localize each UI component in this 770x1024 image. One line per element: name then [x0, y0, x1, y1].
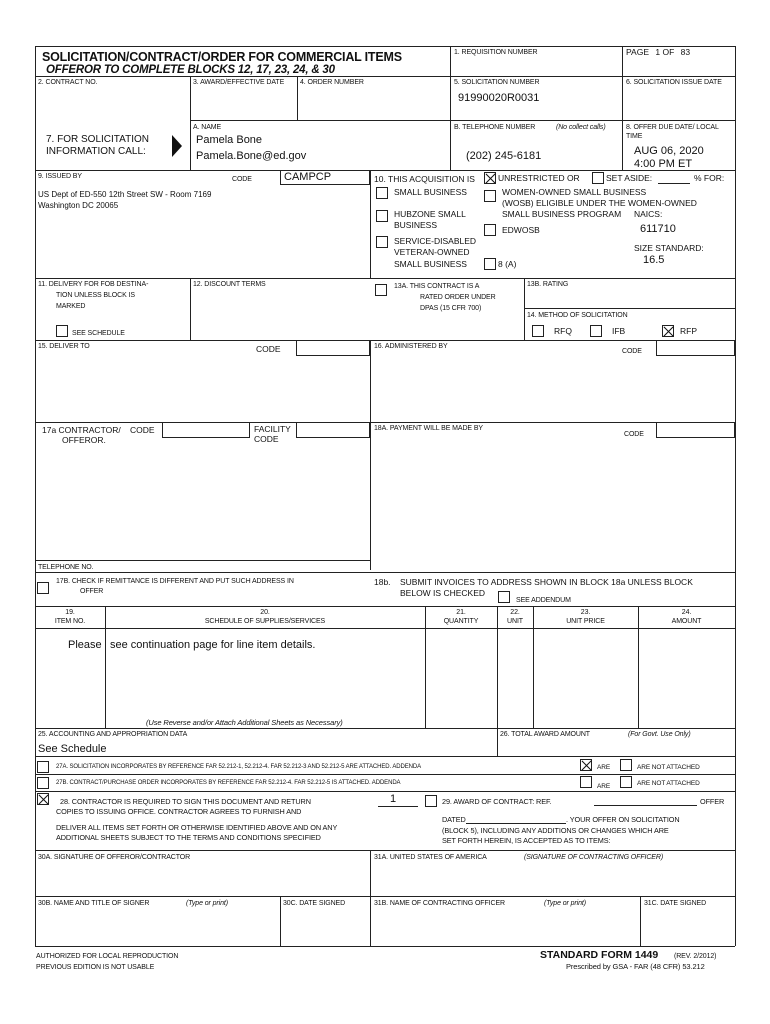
unrestricted-label: UNRESTRICTED OR: [498, 173, 580, 183]
rated-line3: DPAS (15 CFR 700): [420, 305, 482, 312]
pct-for-label: % FOR:: [694, 173, 725, 183]
acquisition-label: 10. THIS ACQUISITION IS: [374, 174, 475, 184]
requisition-label: 1. REQUISITION NUMBER: [454, 49, 538, 56]
eight-a-checkbox[interactable]: [484, 258, 496, 270]
rule: [35, 46, 36, 946]
delivery-line3: MARKED: [56, 303, 86, 310]
deliver-code-field[interactable]: [296, 340, 370, 356]
28-checkbox[interactable]: [37, 793, 49, 805]
payment-label: 18A. PAYMENT WILL BE MADE BY: [374, 425, 483, 432]
set-aside-label: SET ASIDE:: [606, 173, 653, 183]
27b-not-attached-label: ARE NOT ATTACHED: [637, 780, 700, 787]
item-number[interactable]: Please: [68, 639, 102, 651]
copies-count[interactable]: 1: [390, 793, 397, 805]
contractor-code-field[interactable]: [162, 422, 250, 438]
see-schedule-checkbox[interactable]: [56, 325, 68, 337]
col21-header: [425, 608, 497, 626]
30b-note: (Type or print): [186, 900, 228, 907]
rule: [35, 278, 735, 279]
col20-label: SCHEDULE OF SUPPLIES/SERVICES: [204, 618, 326, 625]
contract-no-label: 2. CONTRACT NO.: [38, 79, 98, 86]
rule: [35, 340, 735, 341]
contact-name[interactable]: Pamela Bone: [196, 134, 263, 146]
rule: [370, 850, 371, 946]
phone-value[interactable]: (202) 245-6181: [466, 150, 542, 162]
col19-header: [35, 608, 105, 626]
rule: [35, 170, 735, 171]
27a-checkbox[interactable]: [37, 761, 49, 773]
30a-label: 30A. SIGNATURE OF OFFEROR/CONTRACTOR: [38, 854, 191, 861]
27b-not-attached-checkbox[interactable]: [620, 776, 632, 788]
rule: [190, 120, 735, 121]
contractor-code-label: CODE: [130, 425, 155, 435]
rated-line2: RATED ORDER UNDER: [420, 294, 496, 301]
27b-label: 27B. CONTRACT/PURCHASE ORDER INCORPORATES BY REFERENCE FAR 52.212-4. FAR 52.212-5 IS ATTACHED. ADDENDA: [56, 780, 401, 786]
col20-header: [105, 608, 425, 626]
sdvosb-line2: VETERAN-OWNED: [394, 247, 470, 257]
method-label: 14. METHOD OF SOLICITATION: [527, 312, 628, 319]
29-label: 29. AWARD OF CONTRACT: REF.: [442, 797, 552, 806]
telephone-label: TELEPHONE NO.: [38, 564, 94, 571]
remittance-line2: OFFER: [80, 588, 104, 595]
31b-label: 31B. NAME OF CONTRACTING OFFICER: [374, 900, 505, 907]
rule: [35, 896, 735, 897]
submit-line1: SUBMIT INVOICES TO ADDRESS SHOWN IN BLOCK 18a UNLESS BLOCK: [400, 577, 693, 587]
block5-label: (BLOCK 5), INCLUDING ANY ADDITIONS OR CHANGES WHICH ARE: [442, 826, 669, 835]
col24-label: AMOUNT: [671, 618, 702, 625]
29-checkbox[interactable]: [425, 795, 437, 807]
col21-label: QUANTITY: [443, 618, 479, 625]
28-line3: DELIVER ALL ITEMS SET FORTH OR OTHERWISE IDENTIFIED ABOVE AND ON ANY: [56, 823, 338, 832]
due-time-value[interactable]: 4:00 PM ET: [634, 158, 693, 170]
size-standard-label: SIZE STANDARD:: [634, 243, 704, 253]
30b-label: 30B. NAME AND TITLE OF SIGNER: [38, 900, 150, 907]
sdvosb-checkbox[interactable]: [376, 236, 388, 248]
col23-header: [533, 608, 638, 626]
rule: [524, 278, 525, 340]
31c-label: 31C. DATE SIGNED: [644, 900, 707, 907]
solicitation-number-label: 5. SOLICITATION NUMBER: [454, 79, 540, 86]
rule: [640, 896, 641, 946]
rfp-checkbox[interactable]: [662, 325, 674, 337]
issue-date-label: 6. SOLICITATION ISSUE DATE: [626, 79, 722, 86]
col19-num: 19.: [65, 609, 75, 616]
facility-code-field[interactable]: [296, 422, 370, 438]
page-label: PAGE: [626, 47, 649, 57]
copies-line: [378, 806, 418, 807]
remittance-checkbox[interactable]: [37, 582, 49, 594]
see-schedule-label: SEE SCHEDULE: [72, 330, 125, 337]
27a-not-attached-label: ARE NOT ATTACHED: [637, 764, 700, 771]
30c-label: 30C. DATE SIGNED: [283, 900, 346, 907]
naics-value[interactable]: 611710: [640, 223, 676, 235]
govt-use-label: (For Govt. Use Only): [628, 731, 691, 738]
item-description[interactable]: see continuation page for line item details.: [110, 639, 316, 651]
wosb-line1: WOMEN-OWNED SMALL BUSINESS: [502, 187, 647, 197]
form-revision: (REV. 2/2012): [674, 953, 717, 960]
col24-num: 24.: [681, 609, 692, 616]
small-business-checkbox[interactable]: [376, 187, 388, 199]
due-date-value[interactable]: AUG 06, 2020: [634, 145, 704, 157]
31a-label: 31A. UNITED STATES OF AMERICA: [374, 854, 487, 861]
see-addendum-checkbox[interactable]: [498, 591, 510, 603]
27b-checkbox[interactable]: [37, 777, 49, 789]
col20-num: 20.: [260, 609, 270, 616]
page-indicator: [626, 47, 690, 58]
rfq-label: RFQ: [554, 326, 572, 336]
rule: [35, 572, 735, 573]
col19-label: ITEM NO.: [54, 618, 86, 625]
accounting-label: 25. ACCOUNTING AND APPROPRIATION DATA: [38, 731, 188, 738]
set-forth-label: SET FORTH HEREIN, IS ACCEPTED AS TO ITEMS:: [442, 836, 611, 845]
total-award-label: 26. TOTAL AWARD AMOUNT: [500, 731, 590, 738]
delivery-line1: 11. DELIVERY FOR FOB DESTINA-: [38, 281, 149, 288]
info-call-line1: 7. FOR SOLICITATION: [46, 134, 149, 145]
contractor-line1: 17a CONTRACTOR/: [42, 425, 121, 435]
wosb-line3: SMALL BUSINESS PROGRAM: [502, 209, 622, 219]
ifb-checkbox[interactable]: [590, 325, 602, 337]
order-number-label: 4. ORDER NUMBER: [300, 79, 364, 86]
facility-line2: CODE: [254, 434, 279, 444]
rule: [190, 278, 191, 340]
contact-email[interactable]: Pamela.Bone@ed.gov: [196, 150, 307, 162]
col24-header: [638, 608, 735, 626]
phone-label: B. TELEPHONE NUMBER: [454, 124, 536, 131]
28-line1: 28. CONTRACTOR IS REQUIRED TO SIGN THIS DOCUMENT AND RETURN: [60, 797, 311, 806]
rule: [35, 850, 735, 851]
payment-code-label: CODE: [624, 431, 644, 438]
edwosb-label: EDWOSB: [502, 225, 540, 235]
hubzone-line1: HUBZONE SMALL: [394, 209, 466, 219]
edwosb-checkbox[interactable]: [484, 224, 496, 236]
28-line4: ADDITIONAL SHEETS SUBJECT TO THE TERMS AND CONDITIONS SPECIFIED: [56, 833, 321, 842]
your-offer-label: . YOUR OFFER ON SOLICITATION: [566, 815, 680, 824]
col23-num: 23.: [580, 609, 591, 616]
see-addendum-label: SEE ADDENDUM: [516, 597, 571, 604]
administered-code-field[interactable]: [656, 340, 735, 356]
rule: [297, 76, 298, 120]
ifb-label: IFB: [612, 326, 626, 336]
dated-label: DATED: [442, 815, 466, 824]
rule: [35, 791, 735, 792]
due-date-label: 8. OFFER DUE DATE/ LOCAL TIME: [626, 124, 719, 140]
dated-line[interactable]: [466, 823, 566, 824]
col22-header: [497, 608, 533, 626]
rule: [35, 946, 735, 947]
28-line2: COPIES TO ISSUING OFFICE. CONTRACTOR AGREES TO FURNISH AND: [56, 807, 302, 816]
27a-not-attached-checkbox[interactable]: [620, 759, 632, 771]
rfq-checkbox[interactable]: [532, 325, 544, 337]
administered-by-label: 16. ADMINISTERED BY: [374, 343, 448, 350]
27b-are-label: ARE: [597, 783, 611, 790]
rule: [35, 606, 735, 607]
31b-note: (Type or print): [544, 900, 586, 907]
eight-a-label: 8 (A): [498, 259, 517, 269]
form-number: STANDARD FORM 1449: [540, 949, 659, 961]
col22-num: 22.: [510, 609, 520, 616]
rule: [35, 628, 735, 629]
rule: [370, 340, 371, 570]
rule: [35, 774, 735, 775]
wosb-line2: (WOSB) ELIGIBLE UNDER THE WOMEN-OWNED: [502, 198, 697, 208]
unrestricted-checkbox[interactable]: [484, 172, 496, 184]
col23-label: UNIT PRICE: [566, 618, 605, 625]
rule: [280, 896, 281, 946]
info-call-line2: INFORMATION CALL:: [46, 146, 146, 157]
rule: [735, 46, 736, 946]
form-title: SOLICITATION/CONTRACT/ORDER FOR COMMERCIAL ITEMS: [42, 50, 402, 64]
issued-by-label: 9. ISSUED BY: [38, 173, 82, 180]
rated-line1: 13A. THIS CONTRACT IS A: [394, 283, 480, 290]
31a-note: (SIGNATURE OF CONTRACTING OFFICER): [524, 854, 664, 861]
issued-address-2: Washington DC 20065: [38, 201, 119, 210]
submit-line2: BELOW IS CHECKED: [400, 588, 486, 598]
rule: [622, 46, 623, 170]
deliver-to-label: 15. DELIVER TO: [38, 343, 90, 350]
size-standard-value[interactable]: 16.5: [643, 254, 665, 266]
discount-terms-label: 12. DISCOUNT TERMS: [193, 281, 266, 288]
rule: [35, 728, 735, 729]
sdvosb-line1: SERVICE-DISABLED: [394, 236, 477, 246]
rule: [35, 76, 735, 77]
set-aside-pct-line[interactable]: [658, 183, 690, 184]
27a-label: 27A. SOLICITATION INCORPORATES BY REFERENCE FAR 52.212-1, 52.212-4. FAR 52.212-3 AND 52.212-5 ARE ATTACHED. ADDENDA: [56, 764, 421, 770]
payment-code-field[interactable]: [656, 422, 735, 438]
issued-address-1: US Dept of ED-550 12th Street SW - Room 7169: [38, 190, 212, 199]
items-footnote: (Use Reverse and/or Attach Additional Sheets as Necessary): [146, 718, 343, 727]
hubzone-line2: BUSINESS: [394, 220, 437, 230]
naics-label: NAICS:: [634, 209, 663, 219]
page-total: 83: [680, 47, 691, 57]
facility-line1: FACILITY: [254, 424, 291, 434]
deliver-code-label: CODE: [256, 344, 281, 354]
info-call-label: [46, 134, 149, 158]
footer-left-1: AUTHORIZED FOR LOCAL REPRODUCTION: [36, 953, 179, 960]
rule: [190, 76, 191, 170]
administered-code-label: CODE: [622, 348, 642, 355]
rule: [35, 422, 735, 423]
small-business-label: SMALL BUSINESS: [394, 187, 467, 197]
solicitation-number-value[interactable]: 91990020R0031: [458, 92, 540, 104]
phone-note: (No collect calls): [556, 124, 606, 131]
of-label: OF: [662, 47, 675, 57]
form-subtitle: OFFEROR TO COMPLETE BLOCKS 12, 17, 23, 24, & 30: [46, 64, 335, 76]
27a-are-checkbox[interactable]: [580, 759, 592, 771]
sdvosb-line3: SMALL BUSINESS: [394, 259, 467, 269]
delivery-line2: TION UNLESS BLOCK IS: [56, 292, 135, 299]
accounting-value[interactable]: See Schedule: [38, 743, 107, 755]
award-date-label: 3. AWARD/EFFECTIVE DATE: [193, 79, 285, 86]
rule: [497, 728, 498, 756]
rating-label: 13B. RATING: [527, 281, 569, 288]
rule: [450, 46, 451, 170]
name-label: A. NAME: [193, 124, 222, 131]
submit-number: 18b.: [374, 577, 391, 587]
remittance-line1: 17B. CHECK IF REMITTANCE IS DIFFERENT AND PUT SUCH ADDRESS IN: [56, 578, 294, 585]
offer-label: OFFER: [700, 797, 725, 806]
rated-order-checkbox[interactable]: [375, 284, 387, 296]
arrow-right-icon: [172, 135, 182, 157]
wosb-checkbox[interactable]: [484, 190, 496, 202]
rule: [35, 560, 370, 561]
rule: [524, 308, 735, 309]
27b-are-checkbox[interactable]: [580, 776, 592, 788]
27a-are-label: ARE: [597, 764, 611, 771]
col22-label: UNIT: [507, 618, 523, 625]
rule: [370, 170, 371, 278]
page-number: 1: [655, 47, 661, 57]
issued-code-label: CODE: [232, 176, 252, 183]
29-ref-line[interactable]: [594, 805, 697, 806]
rfp-label: RFP: [680, 326, 697, 336]
hubzone-checkbox[interactable]: [376, 210, 388, 222]
set-aside-checkbox[interactable]: [592, 172, 604, 184]
footer-left-2: PREVIOUS EDITION IS NOT USABLE: [36, 964, 155, 971]
col21-num: 21.: [456, 609, 466, 616]
contractor-line2: OFFEROR.: [62, 435, 106, 445]
issued-code-value: CAMPCP: [284, 171, 332, 183]
prescribed-by: Prescribed by GSA - FAR (48 CFR) 53.212: [566, 962, 705, 971]
rule: [35, 756, 735, 757]
